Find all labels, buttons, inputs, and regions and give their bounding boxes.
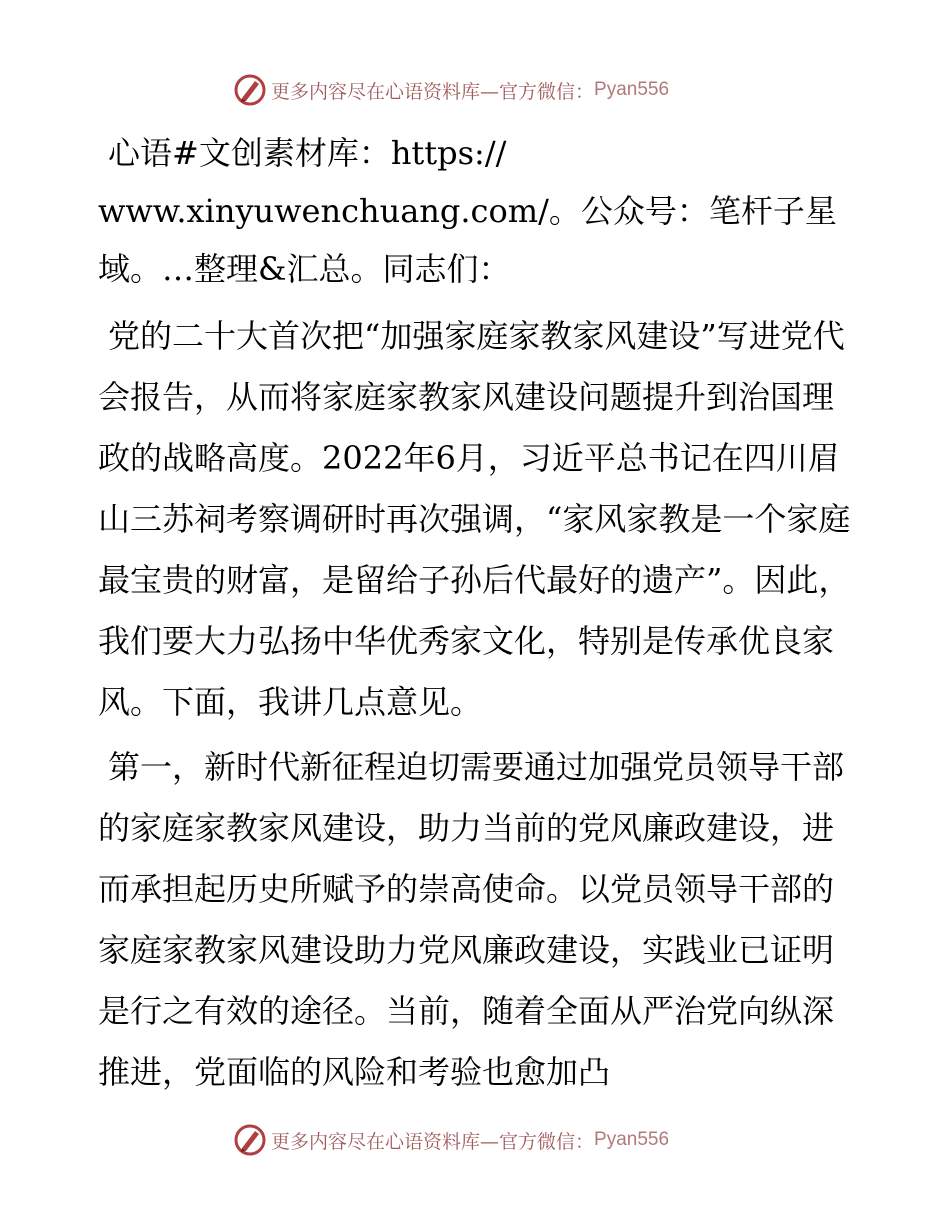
paragraph-point-one: 第一，新时代新征程迫切需要通过加强党员领导干部的家庭家教家风建设，助力当前的党风廉政建设，进而承担起历史所赋予的崇高使命。以党员领导干部的家庭家教家风建设助力党风廉政建设，实践业已证明是行之有效的途径。当前，随着全面从严治党向纵深推进，党面临的风险和考验也愈加凸 [98, 748, 845, 1091]
header-watermark-text: 更多内容尽在心语资料库—官方微信： [271, 80, 595, 103]
footer-watermark-text: 更多内容尽在心语资料库—官方微信： [271, 1130, 595, 1153]
document-body [98, 124, 858, 1103]
footer-watermark-id: Pyan556 [594, 1129, 670, 1150]
pen-logo-icon [233, 73, 267, 107]
paragraph-intro-line-1: 心语#文创素材库：https:// [108, 134, 507, 172]
footer-watermark [233, 1120, 669, 1160]
header-watermark-id: Pyan556 [594, 79, 670, 100]
paragraph-background: 党的二十大首次把“加强家庭家教家风建设”写进党代会报告，从而将家庭家教家风建设问题提升到治国理政的战略高度。2022年6月，习近平总书记在四川眉山三苏祠考察调研时再次强调，“家风家教是一个家庭最宝贵的财富，是留给子孙后代最好的遗产”。因此，我们要大力弘扬中华优秀家文化，特别是传承优良家风。下面，我讲几点意见。 [98, 317, 851, 721]
header-watermark-banner [0, 70, 950, 110]
footer-watermark-banner [0, 1120, 950, 1160]
pen-logo-icon [233, 1123, 267, 1157]
paragraph-intro-line-2: www.xinyuwenchuang.com/。公众号：笔杆子星 [98, 192, 837, 230]
paragraph-intro-line-3: 域。…整理&汇总。同志们： [98, 250, 511, 288]
header-watermark [233, 70, 669, 110]
paragraph-intro [98, 124, 858, 298]
